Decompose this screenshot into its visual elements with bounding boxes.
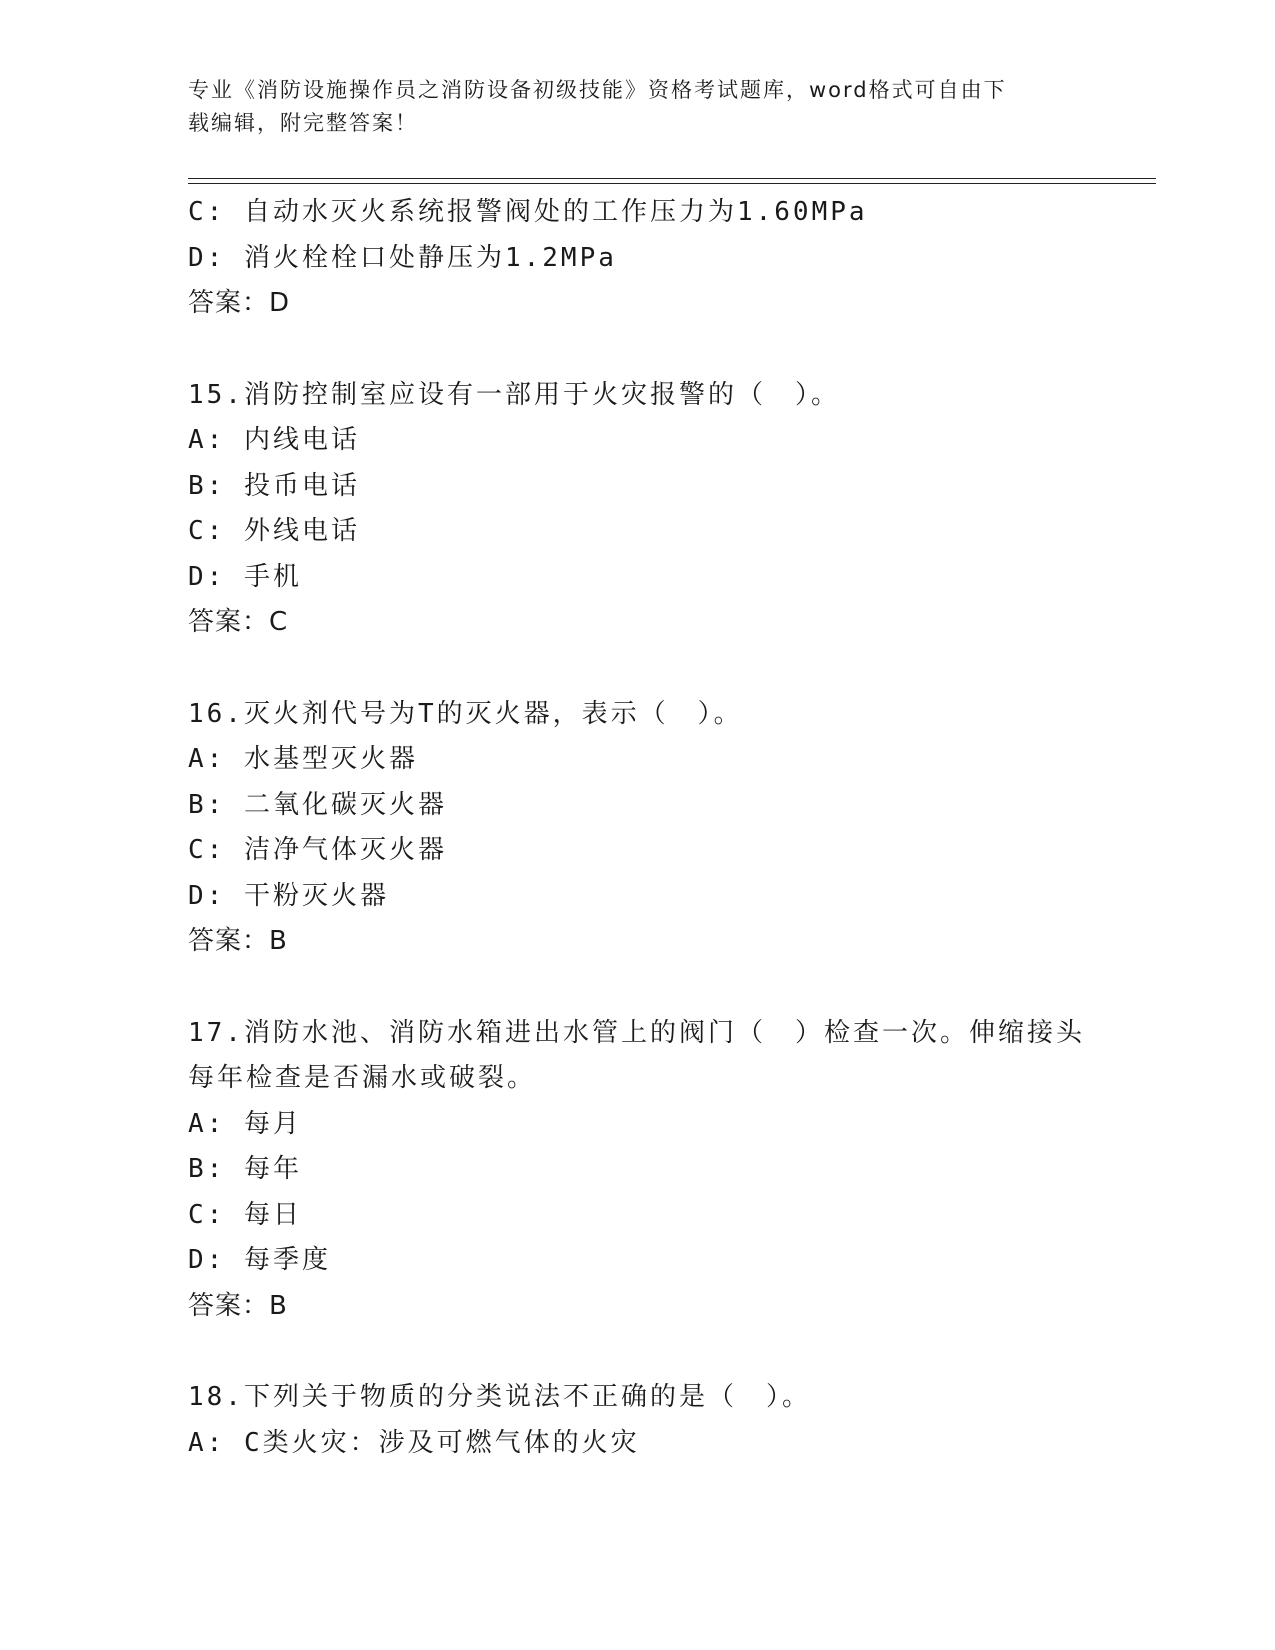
question-16-option-a: A: 水基型灭火器 [188, 744, 418, 774]
question-17-answer: 答案：B [188, 1290, 288, 1321]
question-15-answer: 答案：C [188, 607, 289, 637]
header-divider-bottom [188, 183, 1156, 184]
question-16-stem: 16.灭火剂代号为T的灭火器，表示（ ）。 [188, 698, 743, 729]
question-15-option-a: A: 内线电话 [188, 425, 360, 455]
question-15-option-b: B: 投币电话 [188, 470, 360, 501]
header-divider-top [188, 178, 1156, 179]
prev-option-d: D: 消火栓栓口处静压为1.2MPa [188, 242, 617, 273]
question-spacer [188, 965, 1088, 1011]
question-16-answer: 答案：B [188, 926, 288, 956]
question-16-option-d: D: 干粉灭火器 [188, 880, 389, 911]
question-15-option-d: D: 手机 [188, 561, 302, 592]
prev-option-c: C: 自动水灭火系统报警阀处的工作压力为1.60MPa [188, 197, 868, 227]
question-17-option-a: A: 每月 [188, 1108, 302, 1139]
question-16-option-c: C: 洁净气体灭火器 [188, 835, 447, 865]
document-header [188, 74, 1068, 140]
question-17-option-b: B: 每年 [188, 1154, 302, 1184]
question-17-stem-line-1: 17.消防水池、消防水箱进出水管上的阀门（ ）检查一次。伸缩接头 [188, 1017, 1085, 1048]
header-line-1: 专业《消防设施操作员之消防设备初级技能》资格考试题库，word格式可自由下 [188, 78, 1007, 102]
question-18-stem: 18.下列关于物质的分类说法不正确的是（ ）。 [188, 1382, 811, 1412]
question-spacer [188, 327, 1088, 373]
question-17-option-d: D: 每季度 [188, 1245, 331, 1275]
header-line-2: 载编辑，附完整答案！ [188, 111, 418, 135]
question-spacer [188, 646, 1088, 692]
question-17-stem-line-2: 每年检查是否漏水或破裂。 [188, 1063, 537, 1093]
question-15-option-c: C: 外线电话 [188, 516, 360, 546]
question-18-option-a: A: C类火灾：涉及可燃气体的火灾 [188, 1427, 640, 1458]
prev-answer: 答案：D [188, 288, 291, 318]
question-spacer [188, 1329, 1088, 1375]
question-15-stem: 15.消防控制室应设有一部用于火灾报警的（ ）。 [188, 379, 840, 410]
question-list [188, 190, 1088, 1466]
question-17-option-c: C: 每日 [188, 1199, 302, 1230]
question-16-option-b: B: 二氧化碳灭火器 [188, 789, 447, 820]
